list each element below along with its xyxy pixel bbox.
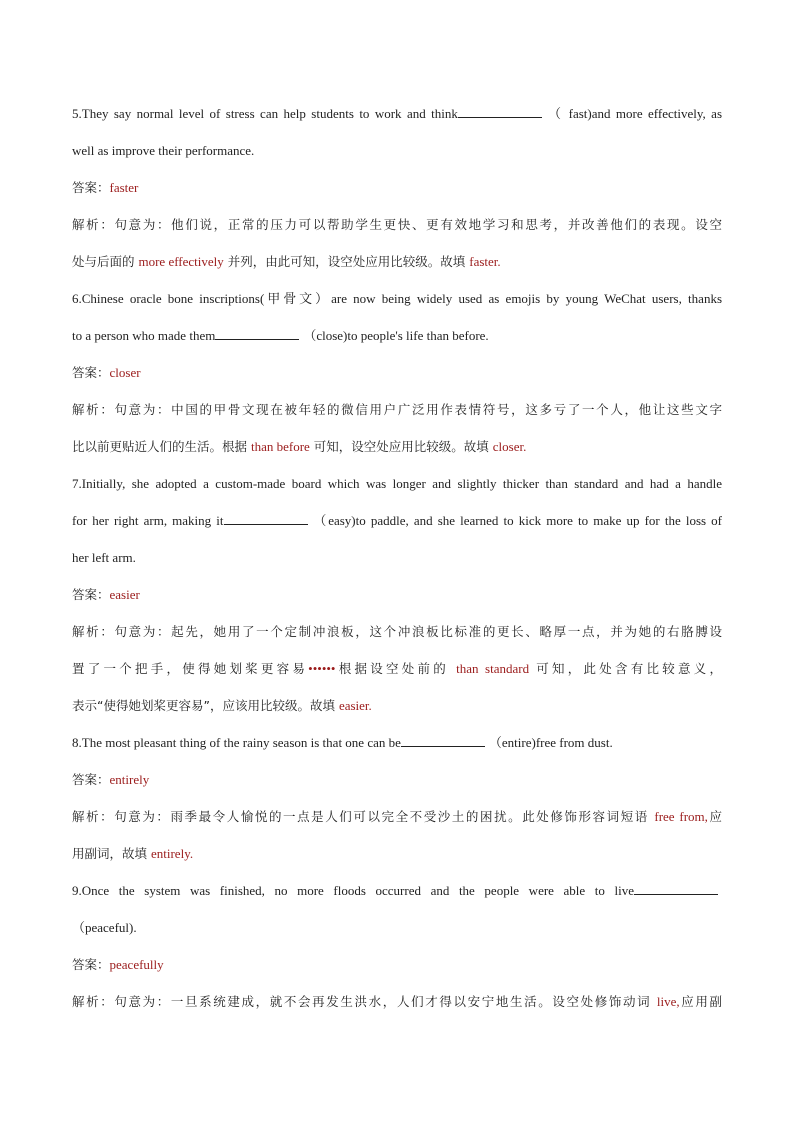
analysis-highlight: more effectively bbox=[138, 254, 224, 269]
analysis-line bbox=[72, 615, 722, 652]
question-text: her left arm. bbox=[72, 550, 136, 565]
analysis-text: 表示“使得她划桨更容易”，应该用比较级。故填 bbox=[72, 698, 339, 713]
analysis-text: 置了一个把手，使得她划桨更容易 bbox=[72, 661, 309, 676]
answer-value: closer bbox=[109, 365, 141, 380]
analysis-text: 解析：句意为：雨季最令人愉悦的一点是人们可以完全不受沙土的困扰。此处修饰形容词短语 bbox=[72, 809, 655, 824]
analysis-line bbox=[72, 800, 722, 837]
question-text-line bbox=[72, 319, 722, 356]
analysis-text: 解析：句意为：他们说，正常的压力可以帮助学生更快、更有效地学习和思考，并改善他们的表现。设空 bbox=[72, 217, 722, 232]
answer-value: entirely bbox=[109, 772, 150, 787]
analysis-highlight: closer. bbox=[492, 439, 527, 454]
question-text: 6.Chinese oracle bone inscriptions(甲骨文）are now being widely used as emojis by young WeChat users, thanks bbox=[72, 291, 722, 306]
question-text-line bbox=[72, 541, 722, 578]
answer-blank[interactable] bbox=[458, 104, 542, 118]
analysis-line bbox=[72, 689, 722, 726]
answer-line bbox=[72, 356, 722, 393]
question-block bbox=[72, 726, 722, 874]
question-block bbox=[72, 467, 722, 726]
answer-label: 答案： bbox=[72, 365, 110, 380]
question-text-line bbox=[72, 282, 722, 319]
answer-line bbox=[72, 763, 722, 800]
question-text: （easy)to paddle, and she learned to kick more to make up for the loss of bbox=[311, 513, 722, 528]
question-text: （close)to people's life than before. bbox=[303, 328, 489, 343]
answer-line bbox=[72, 578, 722, 615]
question-text-line bbox=[72, 911, 722, 948]
question-text-line bbox=[72, 504, 722, 541]
question-text: 8.The most pleasant thing of the rainy season is that one can be bbox=[72, 735, 401, 750]
question-text: 7.Initially, she adopted a custom-made board which was longer and slightly thicker than standard and had a handle bbox=[72, 476, 722, 491]
analysis-highlight: than before bbox=[250, 439, 310, 454]
answer-value: easier bbox=[109, 587, 140, 602]
analysis-highlight: •••••• bbox=[308, 661, 336, 676]
question-text: to a person who made them bbox=[72, 328, 216, 343]
analysis-text: 解析：句意为：中国的甲骨文现在被年轻的微信用户广泛用作表情符号，这多亏了一个人，他让这些文字 bbox=[72, 402, 722, 417]
answer-label: 答案： bbox=[72, 772, 110, 787]
analysis-text: 比以前更贴近人们的生活。根据 bbox=[72, 439, 251, 454]
analysis-line bbox=[72, 652, 722, 689]
question-text: （peaceful). bbox=[72, 920, 137, 935]
analysis-line bbox=[72, 837, 722, 874]
question-text: （ fast)and more effectively, as bbox=[545, 106, 723, 121]
analysis-line bbox=[72, 393, 722, 430]
question-text-line bbox=[72, 874, 722, 911]
analysis-highlight: free from, bbox=[654, 809, 708, 824]
answer-label: 答案： bbox=[72, 180, 110, 195]
answer-line bbox=[72, 948, 722, 985]
analysis-highlight: easier. bbox=[338, 698, 372, 713]
analysis-highlight: than standard bbox=[456, 661, 530, 676]
analysis-text: 并列，由此可知，设空处应用比较级。故填 bbox=[223, 254, 470, 269]
question-text-line bbox=[72, 134, 722, 171]
question-text-line bbox=[72, 726, 722, 763]
analysis-text: 可知，设空处应用比较级。故填 bbox=[309, 439, 493, 454]
question-text: for her right arm, making it bbox=[72, 513, 224, 528]
worksheet-page bbox=[72, 97, 722, 1022]
analysis-text: 可知，此处含有比较意义， bbox=[529, 661, 722, 676]
question-text-line bbox=[72, 467, 722, 504]
answer-line bbox=[72, 171, 722, 208]
answer-value: faster bbox=[109, 180, 139, 195]
analysis-text: 用副词，故填 bbox=[72, 846, 151, 861]
analysis-line bbox=[72, 245, 722, 282]
question-text-line bbox=[72, 97, 722, 134]
analysis-text: 处与后面的 bbox=[72, 254, 139, 269]
answer-blank[interactable] bbox=[401, 733, 485, 747]
answer-label: 答案： bbox=[72, 587, 110, 602]
analysis-text: 根据设空处前的 bbox=[335, 661, 457, 676]
analysis-text: 应用副 bbox=[679, 994, 722, 1009]
analysis-text: 解析：句意为：一旦系统建成，就不会再发生洪水，人们才得以安宁地生活。设空处修饰动词 bbox=[72, 994, 657, 1009]
question-block bbox=[72, 97, 722, 282]
analysis-text: 应 bbox=[707, 809, 722, 824]
analysis-highlight: entirely. bbox=[150, 846, 194, 861]
question-text: 5.They say normal level of stress can help students to work and think bbox=[72, 106, 458, 121]
analysis-highlight: faster. bbox=[469, 254, 501, 269]
analysis-highlight: live, bbox=[656, 994, 680, 1009]
question-block bbox=[72, 282, 722, 467]
answer-blank[interactable] bbox=[215, 326, 299, 340]
analysis-line bbox=[72, 208, 722, 245]
answer-blank[interactable] bbox=[224, 511, 308, 525]
analysis-line bbox=[72, 985, 722, 1022]
question-block bbox=[72, 874, 722, 1022]
answer-blank[interactable] bbox=[634, 881, 718, 895]
answer-label: 答案： bbox=[72, 957, 110, 972]
question-text: well as improve their performance. bbox=[72, 143, 255, 158]
question-text: 9.Once the system was finished, no more floods occurred and the people were able to live bbox=[72, 883, 634, 898]
analysis-text: 解析：句意为：起先，她用了一个定制冲浪板，这个冲浪板比标准的更长、略厚一点，并为她的右胳膊设 bbox=[72, 624, 722, 639]
answer-value: peacefully bbox=[109, 957, 164, 972]
analysis-line bbox=[72, 430, 722, 467]
question-text: （entire)free from dust. bbox=[488, 735, 613, 750]
